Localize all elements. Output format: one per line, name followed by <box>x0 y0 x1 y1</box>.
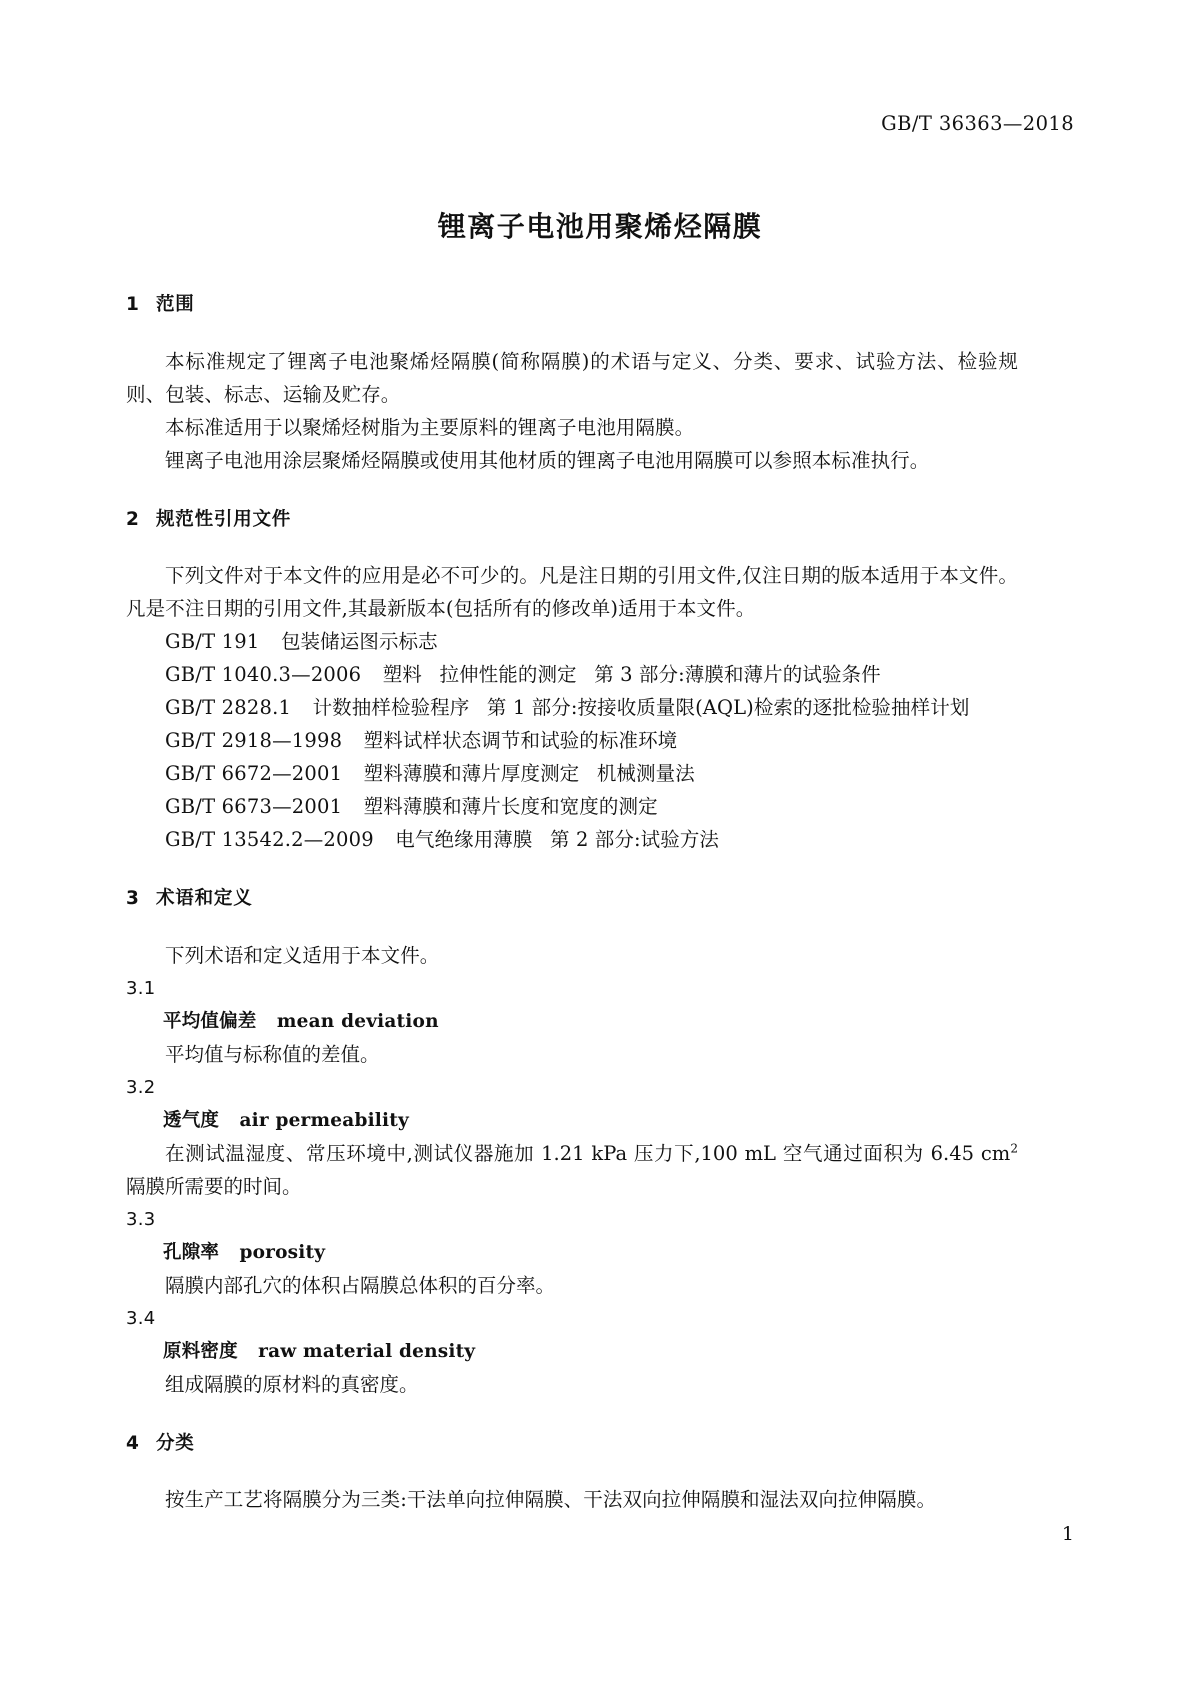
reference-title: 塑料试样状态调节和试验的标准环境 <box>363 729 678 752</box>
reference-subtitle: 第 1 部分:按接收质量限(AQL)检索的逐批检验抽样计划 <box>486 696 970 719</box>
term-definition-3-2 <box>126 1137 1018 1203</box>
reference-item <box>126 790 1018 823</box>
spacer <box>126 909 1018 939</box>
classification-paragraph-1: 按生产工艺将隔膜分为三类:干法单向拉伸隔膜、干法双向拉伸隔膜和湿法双向拉伸隔膜。 <box>165 1488 937 1511</box>
normative-references-intro: 下列文件对于本文件的应用是必不可少的。凡是注日期的引用文件,仅注日期的版本适用于本文件。凡是不注日期的引用文件,其最新版本(包括所有的修改单)适用于本文件。 <box>126 564 1018 620</box>
term-definition-3-3: 隔膜内部孔穴的体积占隔膜总体积的百分率。 <box>165 1273 556 1297</box>
reference-code: GB/T 2828.1 <box>165 696 292 719</box>
term-heading-3-3 <box>126 1236 1018 1269</box>
standard-number: GB/T 36363—2018 <box>881 112 1074 135</box>
spacer <box>126 529 1018 559</box>
term-number-3-1: 3.1 <box>126 977 156 999</box>
reference-title: 计数抽样检验程序 <box>312 696 470 719</box>
definition-text-part-1: 在测试温湿度、常压环境中,测试仪器施加 1.21 kPa 压力下,100 mL 空气通过面积为 6.45 cm <box>165 1141 1011 1165</box>
term-number-3-3: 3.3 <box>126 1208 156 1230</box>
term-number-3-4: 3.4 <box>126 1307 156 1329</box>
term-heading-3-1 <box>126 1005 1018 1038</box>
spacer <box>126 1401 1018 1435</box>
reference-item <box>126 625 1018 658</box>
reference-title: 塑料薄膜和薄片长度和宽度的测定 <box>363 795 658 818</box>
term-number-3-2: 3.2 <box>126 1076 156 1098</box>
term-definition-3-1: 平均值与标称值的差值。 <box>165 1042 380 1066</box>
reference-code: GB/T 191 <box>165 630 260 653</box>
reference-item <box>126 691 1018 724</box>
term-name-en: mean deviation <box>276 1010 439 1032</box>
clause-heading-classification <box>126 1432 1018 1454</box>
reference-subtitle: 机械测量法 <box>596 762 695 785</box>
clause-heading-terms-and-definitions <box>126 890 1018 909</box>
reference-subtitle: 第 3 部分:薄膜和薄片的试验条件 <box>594 663 881 686</box>
unit-superscript: 2 <box>1010 1141 1018 1155</box>
terms-intro: 下列术语和定义适用于本文件。 <box>165 943 440 967</box>
reference-item <box>126 658 1018 691</box>
spacer <box>126 1453 1018 1483</box>
page-title: 锂离子电池用聚烯烃隔膜 <box>437 210 763 243</box>
term-name-en: air permeability <box>239 1109 409 1131</box>
page-footer <box>126 1523 1074 1545</box>
term-name-cn: 平均值偏差 <box>163 1010 257 1032</box>
clause-title: 范围 <box>156 294 195 315</box>
clause-title: 规范性引用文件 <box>156 508 292 530</box>
spacer <box>126 477 1018 511</box>
term-definition-3-4: 组成隔膜的原材料的真密度。 <box>165 1372 419 1396</box>
reference-part: 拉伸性能的测定 <box>439 663 577 686</box>
reference-title: 塑料薄膜和薄片厚度测定 <box>363 762 580 785</box>
clause-title: 术语和定义 <box>156 888 253 909</box>
term-name-cn: 透气度 <box>163 1109 220 1131</box>
reference-title: 塑料 <box>382 663 422 686</box>
reference-title: 包装储运图示标志 <box>280 630 438 653</box>
scope-paragraph-3: 锂离子电池用涂层聚烯烃隔膜或使用其他材质的锂离子电池用隔膜可以参照本标准执行。 <box>165 448 930 472</box>
clause-number: 3 <box>126 888 140 909</box>
spacer <box>126 315 1018 345</box>
page-number: 1 <box>1061 1523 1074 1545</box>
clause-title: 分类 <box>156 1432 195 1454</box>
term-heading-3-2 <box>126 1104 1018 1137</box>
reference-item <box>126 757 1018 790</box>
reference-code: GB/T 6672—2001 <box>165 762 343 785</box>
clause-number: 4 <box>126 1432 140 1454</box>
scope-paragraph-2: 本标准适用于以聚烯烃树脂为主要原料的锂离子电池用隔膜。 <box>165 415 695 439</box>
term-name-en: raw material density <box>258 1340 476 1362</box>
reference-code: GB/T 1040.3—2006 <box>165 663 362 686</box>
reference-title: 电气绝缘用薄膜 <box>395 828 533 851</box>
definition-text-part-2: 隔膜所需要的时间。 <box>126 1174 302 1198</box>
reference-item <box>126 724 1018 757</box>
scope-paragraph-1: 本标准规定了锂离子电池聚烯烃隔膜(简称隔膜)的术语与定义、分类、要求、试验方法、检验规则、包装、标志、运输及贮存。 <box>126 349 1018 406</box>
page-header <box>126 112 1074 138</box>
term-name-en: porosity <box>239 1241 326 1263</box>
clause-number: 1 <box>126 294 140 315</box>
spacer <box>126 856 1018 890</box>
reference-code: GB/T 13542.2—2009 <box>165 828 374 851</box>
term-heading-3-4 <box>126 1335 1018 1368</box>
document-body <box>126 296 1018 1516</box>
clause-heading-normative-references <box>126 508 1018 530</box>
reference-code: GB/T 2918—1998 <box>165 729 343 752</box>
reference-code: GB/T 6673—2001 <box>165 795 343 818</box>
clause-number: 2 <box>126 508 140 530</box>
clause-heading-scope <box>126 296 1018 315</box>
term-name-cn: 原料密度 <box>163 1340 238 1362</box>
normative-reference-list <box>126 625 1018 856</box>
term-name-cn: 孔隙率 <box>163 1241 220 1263</box>
reference-item <box>126 823 1018 856</box>
reference-subtitle: 第 2 部分:试验方法 <box>550 828 720 851</box>
